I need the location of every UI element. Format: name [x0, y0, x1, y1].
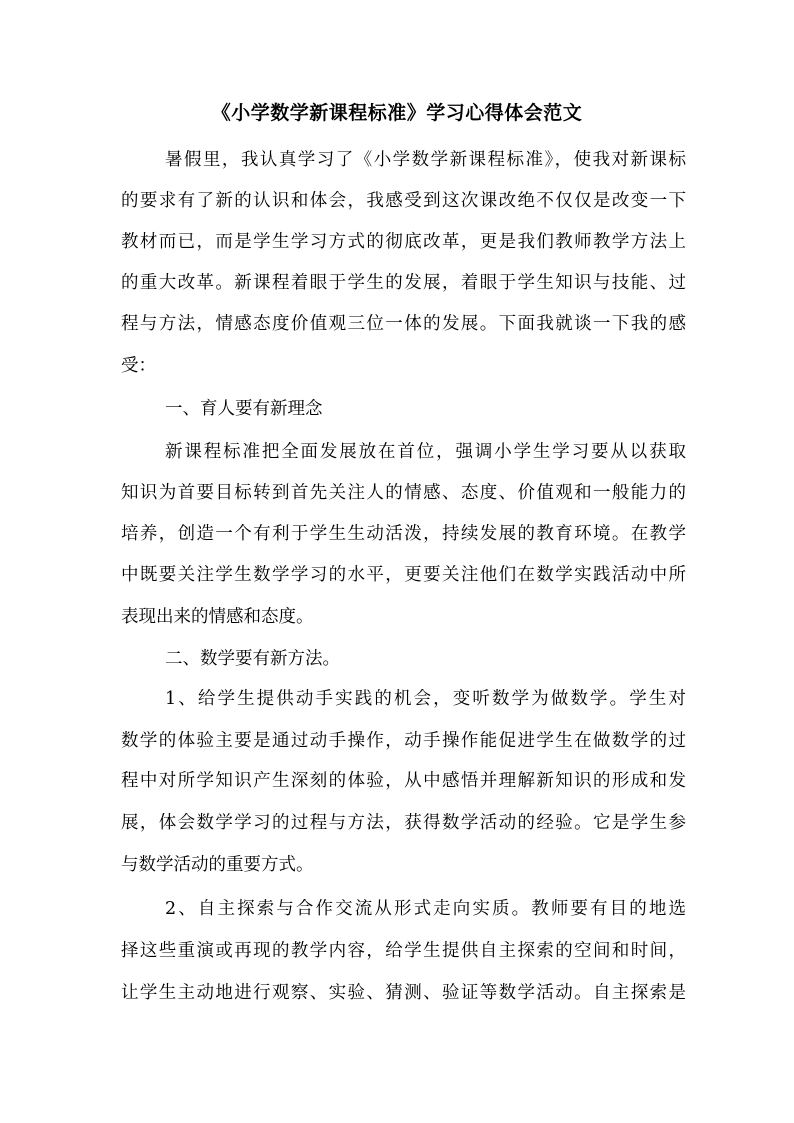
paragraph-line: 1、给学生提供动手实践的机会，变听数学为做数学。学生对 [165, 689, 686, 709]
paragraph-line: 教材而已，而是学生学习方式的彻底改革，更是我们教师教学方法上 [121, 232, 686, 252]
paragraph-line: 择这些重演或再现的教学内容，给学生提供自主探索的空间和时间， [121, 941, 686, 961]
document-title: 《小学数学新课程标准》学习心得体会范文 [211, 102, 583, 124]
paragraph-line: 让学生主动地进行观察、实验、猜测、验证等数学活动。自主探索是 [121, 983, 686, 1003]
paragraph-line: 表现出来的情感和态度。 [121, 607, 314, 627]
paragraph-line: 程与方法，情感态度价值观三位一体的发展。下面我就谈一下我的感 [121, 314, 686, 334]
paragraph-line: 的重大改革。新课程着眼于学生的发展，着眼于学生知识与技能、过 [121, 273, 686, 293]
paragraph-line: 新课程标准把全面发展放在首位，强调小学生学习要从以获取 [165, 442, 686, 462]
paragraph-line: 数学的体验主要是通过动手操作，动手操作能促进学生在做数学的过 [121, 731, 686, 751]
section-heading: 二、数学要有新方法。 [165, 649, 340, 669]
paragraph-line: 知识为首要目标转到首先关注人的情感、态度、价值观和一般能力的 [121, 483, 686, 503]
paragraph-line: 受： [121, 356, 156, 376]
paragraph-line: 展，体会数学学习的过程与方法，获得数学活动的经验。它是学生参 [121, 813, 686, 833]
paragraph-line: 的要求有了新的认识和体会，我感受到这次课改绝不仅仅是改变一下 [121, 191, 686, 211]
paragraph-line: 与数学活动的重要方式。 [121, 855, 314, 875]
paragraph-line: 暑假里，我认真学习了《小学数学新课程标准》，使我对新课标 [165, 150, 686, 170]
paragraph-line: 培养，创造一个有利于学生生动活泼，持续发展的教育环境。在教学 [121, 524, 686, 544]
paragraph-line: 中既要关注学生数学学习的水平，更要关注他们在数学实践活动中所 [121, 565, 686, 585]
paragraph-line: 程中对所学知识产生深刻的体验，从中感悟并理解新知识的形成和发 [121, 771, 686, 791]
paragraph-line: 2、自主探索与合作交流从形式走向实质。教师要有目的地选 [165, 899, 686, 919]
section-heading: 一、育人要有新理念 [165, 399, 323, 419]
